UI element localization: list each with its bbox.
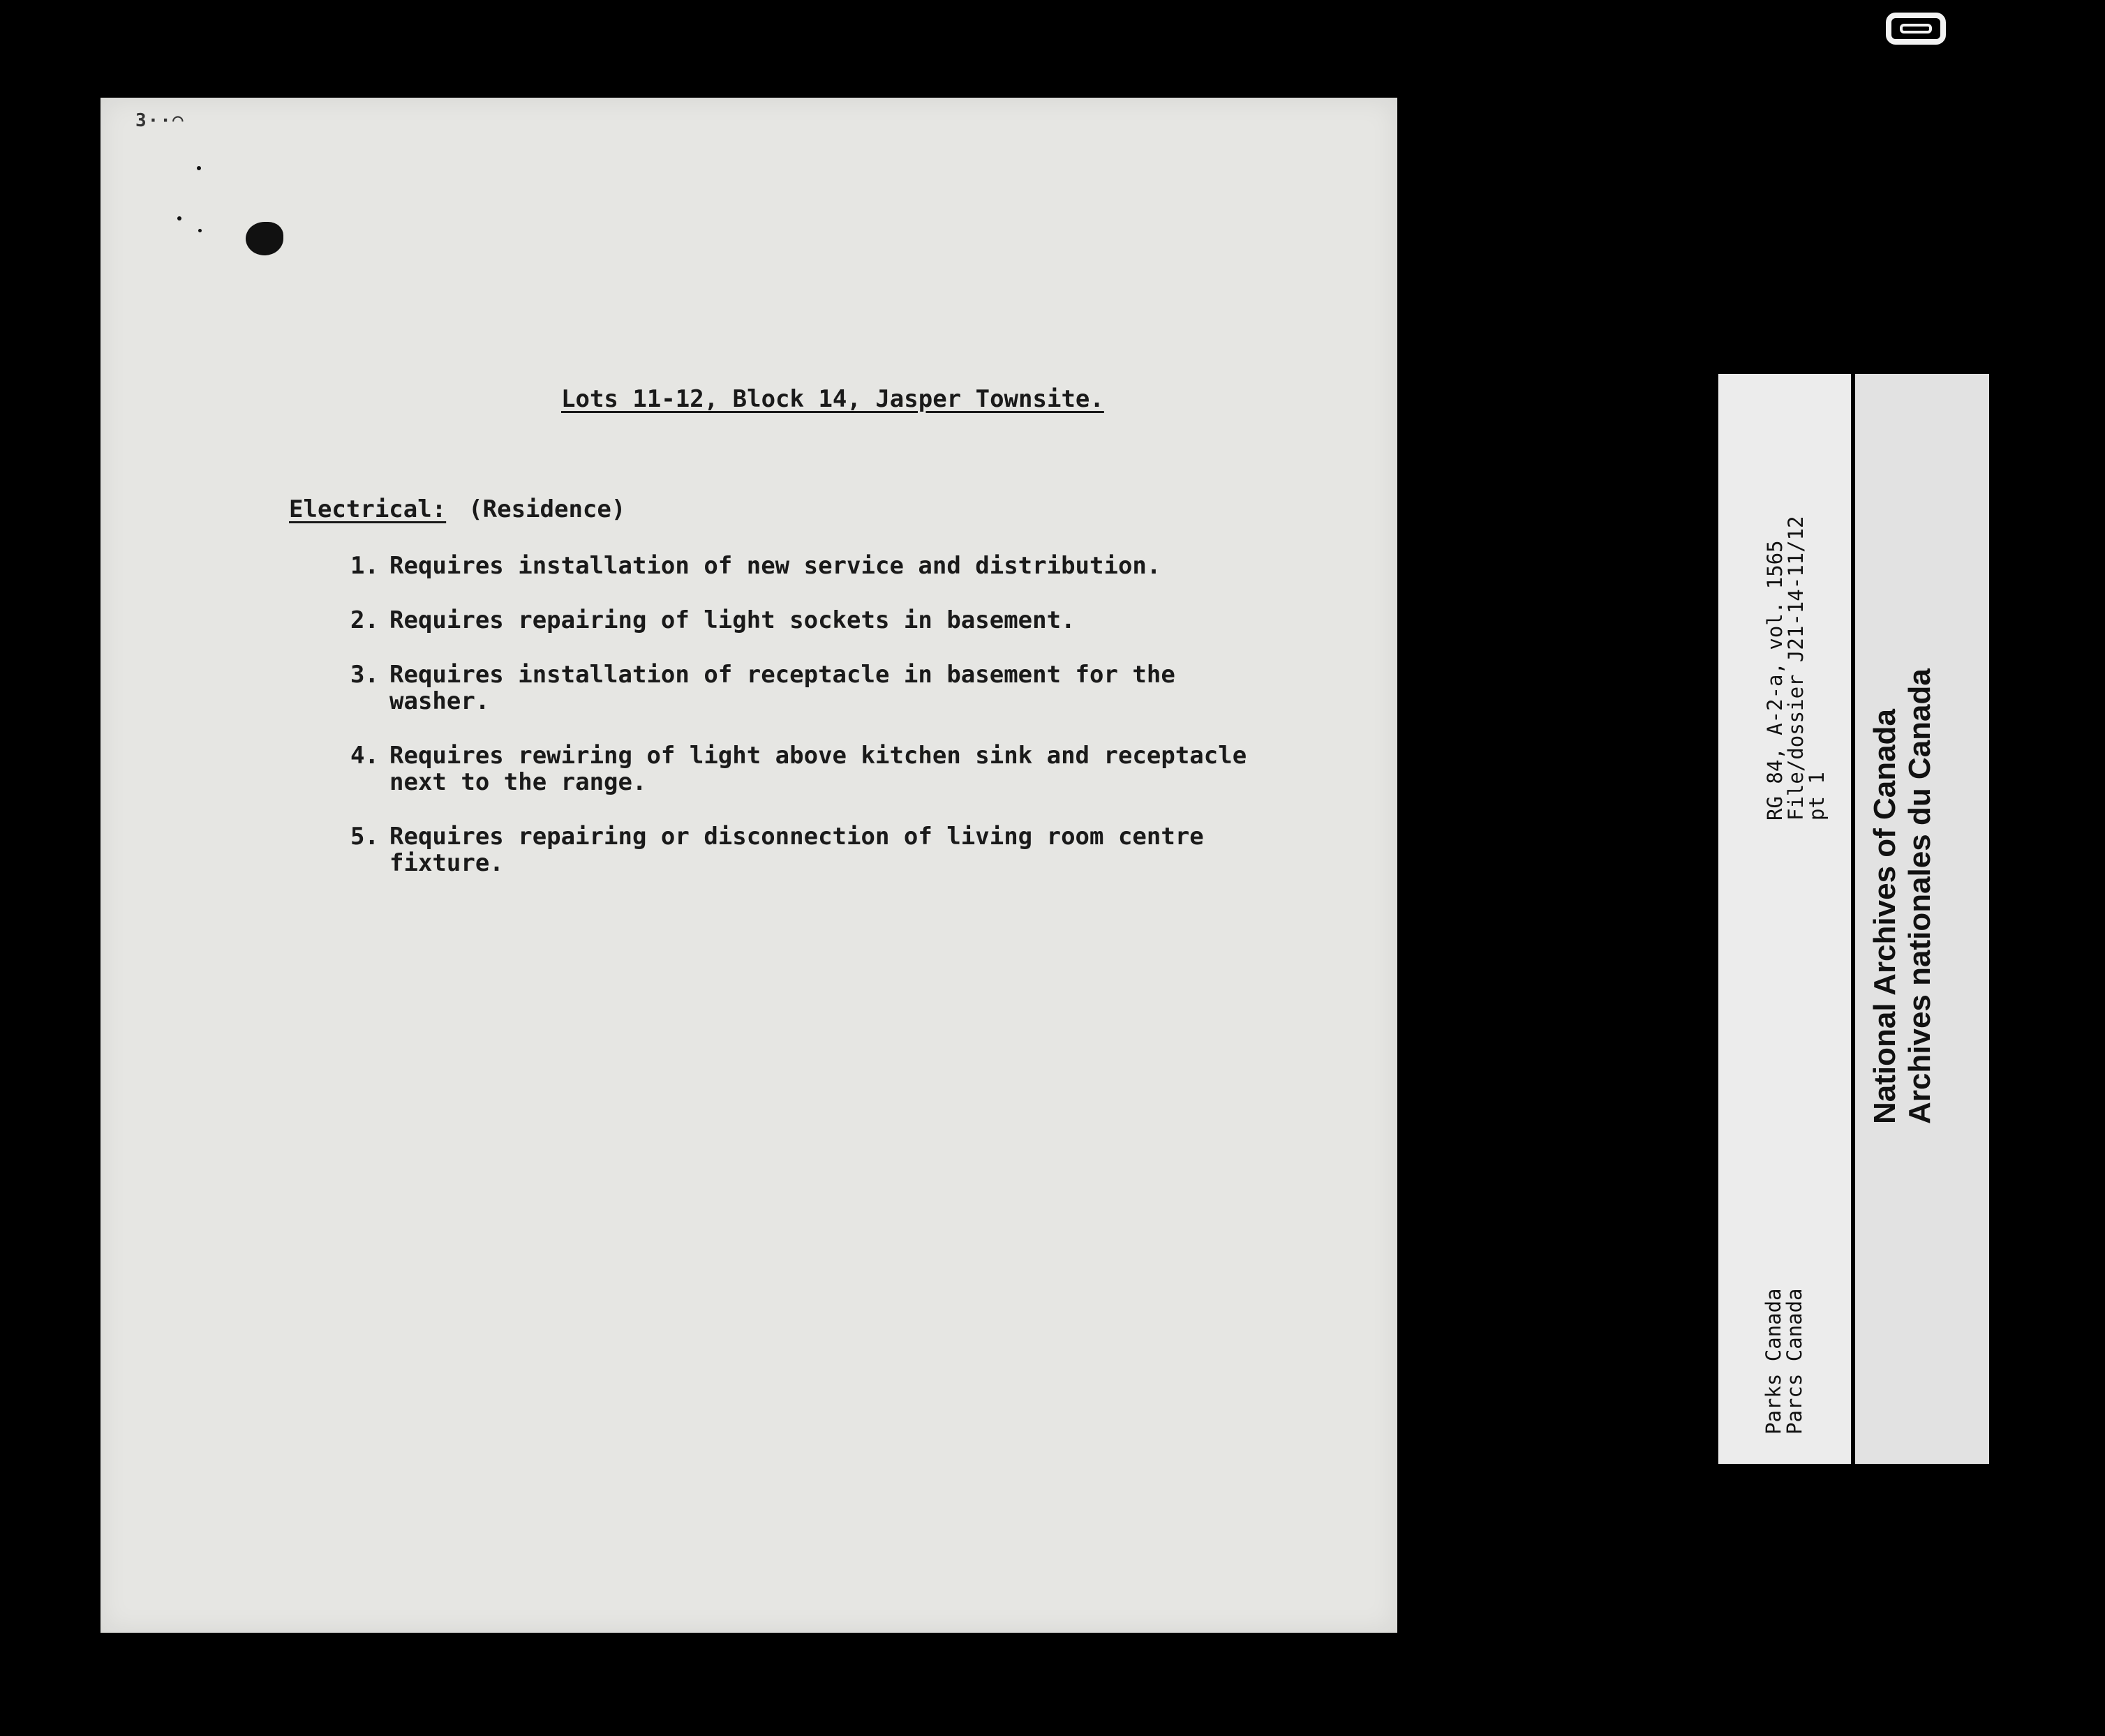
document-title: Lots 11-12, Block 14, Jasper Townsite. xyxy=(561,385,1104,413)
reference-line: RG 84, A-2-a, vol. 1565 xyxy=(1763,540,1787,821)
item-line: Requires rewiring of light above kitchen sink and receptacle xyxy=(389,742,1247,770)
item-number: 4. xyxy=(350,742,379,770)
item-line: Requires repairing of light sockets in basement. xyxy=(389,606,1076,634)
archive-line: Archives nationales du Canada xyxy=(1903,668,1937,1124)
item-text xyxy=(389,607,1258,634)
item-number: 5. xyxy=(350,823,379,851)
archive-name-block xyxy=(1868,668,1937,1124)
section-heading xyxy=(289,495,625,523)
ink-blot xyxy=(246,222,283,255)
item-line: washer. xyxy=(389,687,490,715)
frame-icon xyxy=(1886,13,1946,45)
item-number: 1. xyxy=(350,552,379,580)
ink-speck xyxy=(197,166,201,170)
archive-line: National Archives of Canada xyxy=(1868,709,1902,1124)
ink-speck xyxy=(198,229,202,232)
list-item xyxy=(350,823,1258,876)
reference-line: pt 1 xyxy=(1805,772,1829,821)
archive-target-right xyxy=(1855,374,1989,1464)
item-text xyxy=(389,742,1258,795)
item-line: Requires installation of receptacle in basement for the xyxy=(389,661,1175,689)
item-text xyxy=(389,823,1258,876)
item-text xyxy=(389,661,1258,714)
item-line: Requires repairing or disconnection of living room centre xyxy=(389,823,1204,851)
ink-speck xyxy=(177,216,181,220)
section-qualifier: (Residence) xyxy=(468,495,626,523)
corner-mark: 3··◠ xyxy=(135,110,185,131)
list-item xyxy=(350,742,1258,795)
agency-line: Parks Canada xyxy=(1762,1288,1785,1435)
archive-target-left xyxy=(1718,374,1851,1464)
agency-block xyxy=(1763,1288,1805,1435)
item-number: 3. xyxy=(350,661,379,689)
item-text xyxy=(389,553,1258,579)
section-label: Electrical: xyxy=(289,495,447,523)
document-page xyxy=(101,98,1397,1633)
item-number: 2. xyxy=(350,606,379,634)
list-item xyxy=(350,607,1258,634)
item-line: fixture. xyxy=(389,849,504,877)
reference-block xyxy=(1764,516,1827,821)
list-item xyxy=(350,553,1258,579)
item-line: next to the range. xyxy=(389,768,647,796)
reference-line: File/dossier J21-14-11/12 xyxy=(1784,516,1808,821)
agency-line: Parcs Canada xyxy=(1783,1288,1806,1435)
list-item xyxy=(350,661,1258,714)
item-line: Requires installation of new service and distribution. xyxy=(389,552,1161,580)
